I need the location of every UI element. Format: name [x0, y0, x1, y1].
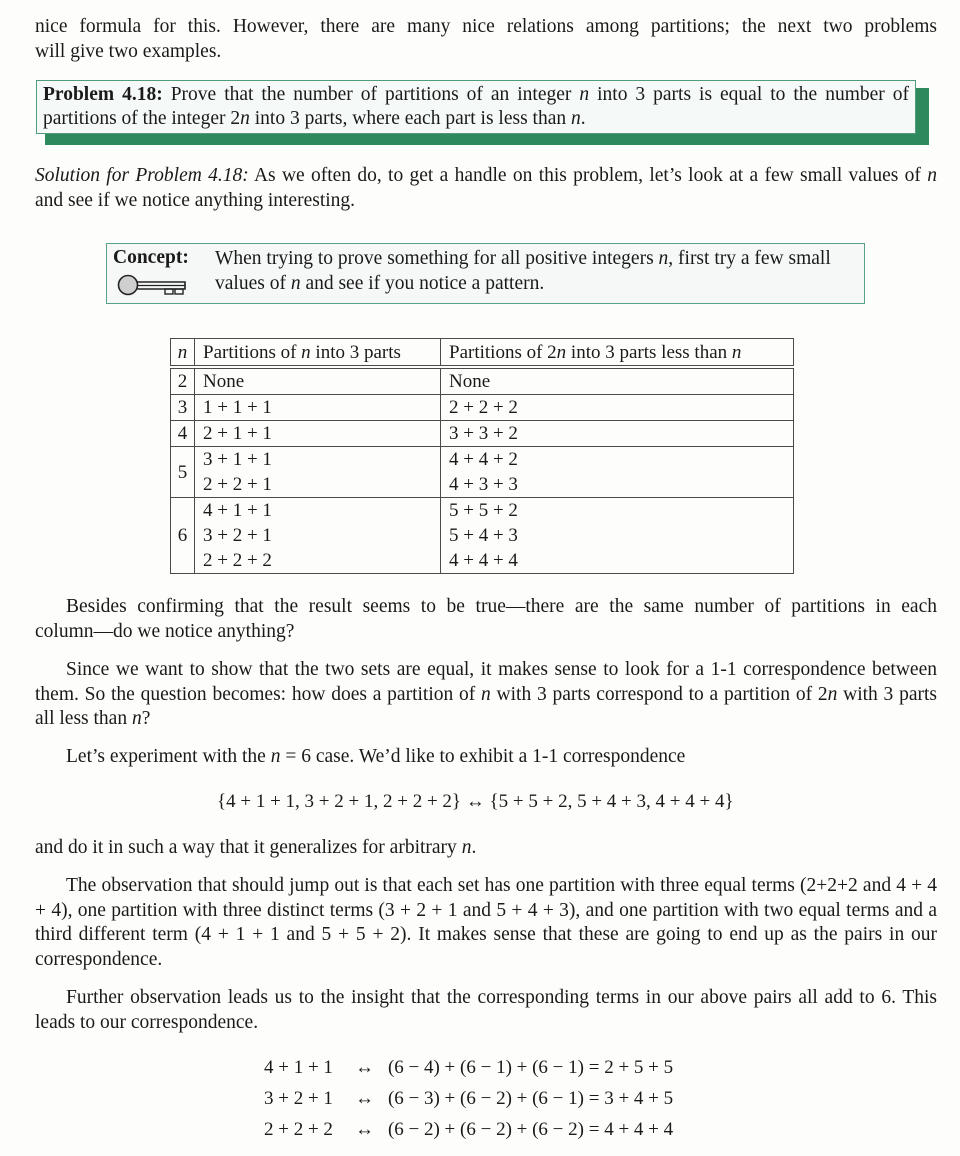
partition: 4 + 3 + 3 — [449, 474, 518, 495]
problem-box — [36, 80, 916, 134]
partition: 4 + 4 + 2 — [449, 449, 518, 470]
paragraph-and-do-it — [35, 836, 937, 861]
intro-line-2: will give two examples. — [35, 40, 222, 62]
math-var: n — [301, 341, 311, 363]
display-equation: {4 + 1 + 1, 3 + 2 + 1, 2 + 2 + 2} ↔ {5 + 5 + 2, 5 + 4 + 3, 4 + 4 + 4} — [217, 791, 734, 812]
partition: 4 + 1 + 1 — [203, 500, 272, 521]
partitions-table — [170, 338, 794, 574]
partition: None — [203, 371, 245, 392]
solution-label: Solution for Problem 4.18: — [35, 165, 249, 186]
cell-n: 3 — [171, 395, 195, 421]
and-text: and do it in such a way that it generalizes for arbitrary — [35, 837, 462, 858]
paragraph-besides — [35, 595, 937, 644]
correspondence-table — [264, 1053, 673, 1146]
header-text: into 3 parts — [310, 341, 401, 363]
problem-text-2: into 3 parts is equal to the number of partitions of the integer 2 — [43, 84, 909, 129]
corr-right: (6 − 2) + (6 − 2) + (6 − 2) = 4 + 4 + 4 — [387, 1119, 674, 1141]
solution-text-2: and see if we notice anything interesting. — [35, 189, 356, 211]
header-text: Partitions of 2 — [449, 341, 557, 363]
concept-text — [215, 246, 860, 296]
corr-left: 3 + 2 + 1 — [264, 1088, 333, 1110]
correspondence-row — [264, 1115, 673, 1146]
cell-n: 5 — [171, 447, 195, 498]
table-row — [171, 395, 794, 421]
math-var: n — [556, 341, 567, 363]
bidirectional-arrow-icon: ↔ — [354, 1088, 374, 1110]
table-row — [171, 369, 794, 395]
partition: 1 + 1 + 1 — [203, 397, 272, 418]
and-end: . — [471, 837, 477, 858]
math-var: n — [927, 165, 937, 186]
partition: 2 + 2 + 2 — [449, 397, 518, 418]
concept-text-3: and see if you notice a pattern. — [300, 273, 545, 294]
partition: None — [449, 371, 491, 392]
math-var: n — [571, 108, 581, 129]
intro-paragraph — [35, 15, 937, 64]
cell-col1 — [195, 498, 441, 574]
cell-col1 — [195, 369, 441, 395]
math-var: n — [290, 273, 301, 294]
math-var: n — [658, 248, 669, 269]
since-text-1: Since we want to show that the two sets are equal, it makes sense to look for a 1-1 correspondence between them. So the question becomes: how does a partition of — [35, 659, 937, 705]
bidirectional-arrow-icon: ↔ — [354, 1057, 374, 1079]
header-col2 — [441, 339, 794, 366]
since-text-2: with 3 parts correspond to a partition of 2 — [490, 683, 828, 705]
header-col1 — [195, 339, 441, 366]
paragraph-since — [35, 658, 937, 732]
since-text-4: ? — [141, 708, 151, 729]
besides-line-1: Besides confirming that the result seems to be true—there are the same number of partitions in each — [66, 596, 937, 617]
corr-left: 4 + 1 + 1 — [264, 1057, 333, 1079]
math-var: n — [270, 746, 281, 767]
corr-left: 2 + 2 + 2 — [264, 1119, 333, 1141]
correspondence-row — [264, 1084, 673, 1115]
header-n — [171, 339, 195, 366]
cell-col1 — [195, 447, 441, 498]
math-var: n — [177, 341, 188, 363]
corr-right: (6 − 3) + (6 − 2) + (6 − 1) = 3 + 4 + 5 — [387, 1088, 674, 1110]
concept-text-1: When trying to prove something for all positive integers — [215, 248, 659, 269]
solution-intro — [35, 164, 937, 213]
besides-line-2: column—do we notice anything? — [35, 620, 295, 642]
problem-text-1: Prove that the number of partitions of an integer — [162, 84, 580, 105]
cell-n: 6 — [171, 498, 195, 574]
table-header-row — [171, 339, 794, 366]
solution-text-1: As we often do, to get a handle on this problem, let’s look at a few small values of — [248, 165, 928, 186]
paragraph-observation: The observation that should jump out is that each set has one partition with three equal terms (2+2+2 and 4 + 4 + 4), one partition with three distinct terms (3 + 2 + 1 and 5 + 4 + 3), and one partition with two equal terms and a third different term (4 + 1 + 1 and 5 + 5 + 2). It makes sense that these are going to end up as the pairs in our correspondence. — [35, 875, 937, 970]
header-text: Partitions of — [203, 341, 302, 363]
correspondence-row — [264, 1053, 673, 1084]
header-text: into 3 parts less than — [566, 341, 732, 363]
cell-col2 — [441, 498, 794, 574]
partition: 5 + 4 + 3 — [449, 525, 518, 546]
problem-text-4: . — [580, 108, 586, 129]
table-row — [171, 421, 794, 447]
concept-label: Concept: — [113, 247, 189, 268]
cell-n: 4 — [171, 421, 195, 447]
partition: 2 + 2 + 1 — [203, 474, 272, 495]
partition: 3 + 3 + 2 — [449, 423, 518, 444]
lets-text-1: Let’s experiment with the — [66, 746, 271, 767]
math-var: n — [579, 84, 590, 105]
partition: 3 + 2 + 1 — [203, 525, 272, 546]
lets-text-2: = 6 case. We’d like to exhibit a 1-1 correspondence — [280, 746, 686, 767]
cell-col2 — [441, 369, 794, 395]
since-text-3: with 3 parts all less than — [35, 683, 937, 729]
partition: 4 + 4 + 4 — [449, 550, 518, 571]
math-var: n — [731, 341, 742, 363]
concept-box — [106, 243, 865, 304]
corr-right: (6 − 4) + (6 − 1) + (6 − 1) = 2 + 5 + 5 — [387, 1057, 674, 1079]
cell-col2 — [441, 447, 794, 498]
key-icon — [117, 274, 189, 296]
math-var: n — [827, 683, 838, 705]
paragraph-lets-experiment — [35, 745, 937, 770]
math-var: n — [240, 108, 250, 129]
partition: 2 + 1 + 1 — [203, 423, 272, 444]
cell-col2 — [441, 395, 794, 421]
math-var: n — [131, 708, 142, 729]
partition: 5 + 5 + 2 — [449, 500, 518, 521]
paragraph-further: Further observation leads us to the insight that the corresponding terms in our above pairs all add to 6. This leads to our correspondence. — [35, 987, 937, 1033]
math-var: n — [481, 683, 491, 705]
cell-n: 2 — [171, 369, 195, 395]
intro-line-1: nice formula for this. However, there are many nice relations among partitions; the next two problems — [35, 16, 937, 37]
math-var: n — [461, 837, 472, 858]
problem-label: Problem 4.18: — [43, 84, 163, 105]
partition: 2 + 2 + 2 — [203, 550, 272, 571]
problem-text-3: into 3 parts, where each part is less than — [249, 108, 571, 129]
cell-col1 — [195, 395, 441, 421]
concept-text-2: , first try a few small values of — [215, 248, 831, 294]
bidirectional-arrow-icon: ↔ — [354, 1119, 374, 1141]
partition: 3 + 1 + 1 — [203, 449, 272, 470]
table-row — [171, 447, 794, 498]
cell-col1 — [195, 421, 441, 447]
cell-col2 — [441, 421, 794, 447]
table-row — [171, 498, 794, 574]
